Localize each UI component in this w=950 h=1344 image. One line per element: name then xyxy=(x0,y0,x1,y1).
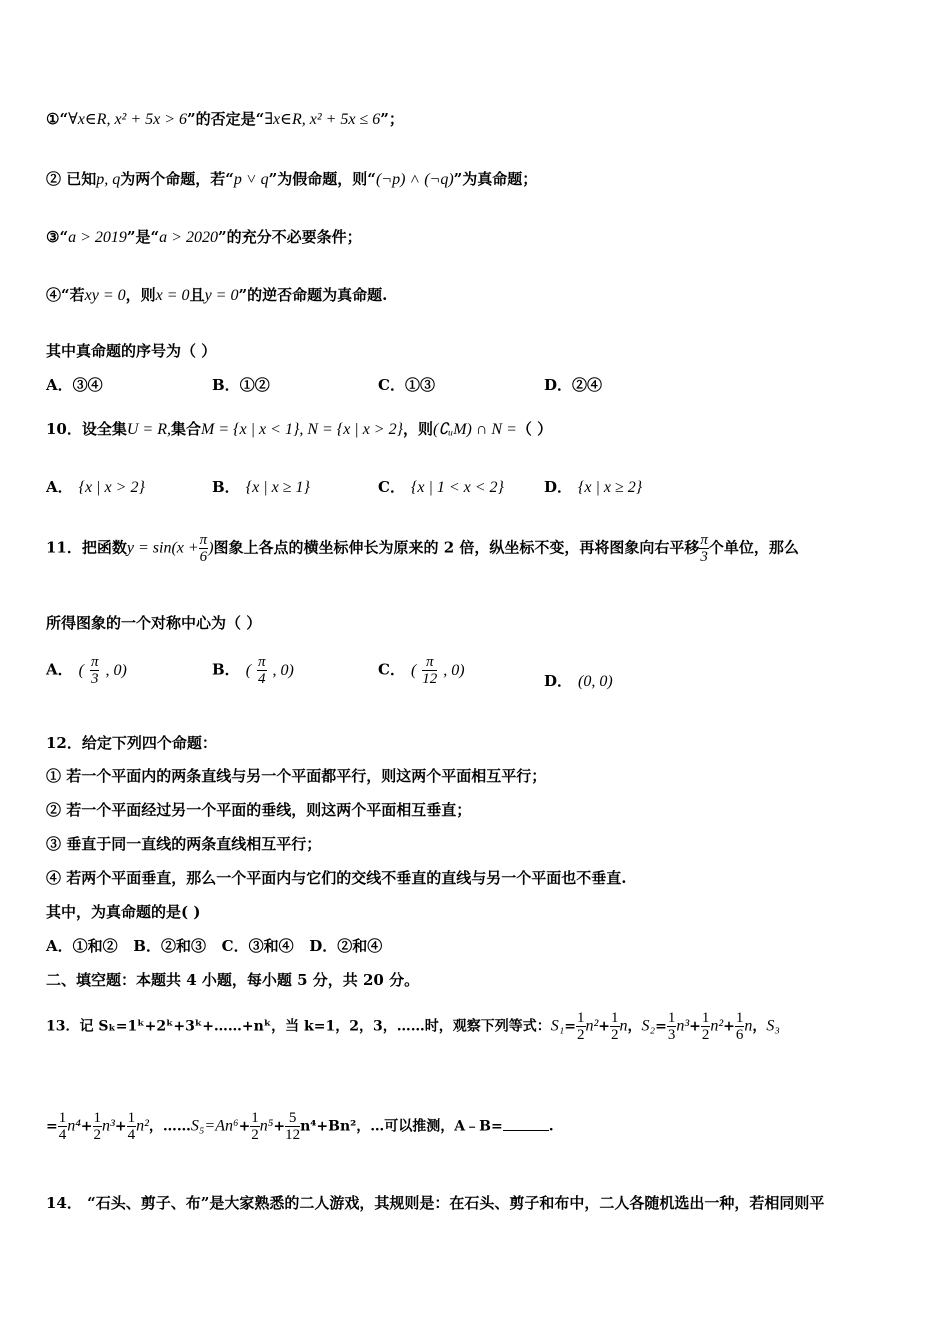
q14-stem: 14． “石头、剪子、布”是大家熟悉的二人游戏，其规则是：在石头、剪子和布中，二人各随机选出一种，若相同则平 xyxy=(46,1194,825,1212)
q12-item-3: ③ 垂直于同一直线的两条直线相互平行； xyxy=(46,835,322,853)
pi-over-3: $\frac{\pi}{3}$ xyxy=(700,532,708,565)
q12-item-1: ① 若一个平面内的两条直线与另一个平面都平行，则这两个平面相互平行； xyxy=(46,767,547,785)
q10-option-c: C． {x | 1 < x < 2} xyxy=(378,478,504,496)
q12-title: 12．给定下列四个命题： xyxy=(46,734,217,752)
q9-statement-1: ①“∀x∈R, x² + 5x > 6”的否定是“∃x∈R, x² + 5x ≤ 6”； xyxy=(46,110,404,128)
q12-options: A．①和② B．②和③ C．③和④ D．②和④ xyxy=(46,937,383,955)
q11-question: 所得图象的一个对称中心为（ ） xyxy=(46,614,262,632)
q9-statement-4: ④“若xy = 0，则x = 0且y = 0”的逆否命题为真命题. xyxy=(46,286,388,304)
q11-option-a: A． ( $\frac{\pi}{3}$ , 0) xyxy=(46,654,127,687)
q9-option-a: A．③④ xyxy=(46,376,103,394)
q9-option-d: D．②④ xyxy=(544,376,603,394)
q11-option-b: B． ( $\frac{\pi}{4}$ , 0) xyxy=(212,654,294,687)
q13-continuation: = $\frac{1}{4}$ n⁴+ $\frac{1}{2}$ n³+ $\frac{1}{4}$ n²，……S₅=An⁶+ $\frac{1}{2}$ n⁵+ $\frac{5}{12}$ n⁴+Bn²，…可以推测，A﹣B= . xyxy=(46,1110,554,1143)
q12-item-2: ② 若一个平面经过另一个平面的垂线，则这两个平面相互垂直； xyxy=(46,801,472,819)
q12-item-4: ④ 若两个平面垂直，那么一个平面内与它们的交线不垂直的直线与另一个平面也不垂直. xyxy=(46,869,627,887)
q10-option-b: B． {x | x ≥ 1} xyxy=(212,478,310,496)
q11-stem: 11．把函数y = sin(x + $\frac{\pi}{6}$ )图象上各点的横坐标伸长为原来的 2 倍，纵坐标不变，再将图象向右平移 $\frac{\pi}{3}$ 个单位，那么 xyxy=(46,532,799,565)
q9-option-c: C．①③ xyxy=(378,376,435,394)
q9-statement-2: ② 已知p, q为两个命题，若“p ˅ q”为假命题，则“(¬p) ˄ (¬q)”为真命题； xyxy=(46,170,538,188)
q9-question: 其中真命题的序号为（ ） xyxy=(46,342,217,360)
pi-over-6: $\frac{\pi}{6}$ xyxy=(199,532,208,565)
answer-blank xyxy=(503,1116,549,1131)
q10-stem: 10．设全集U = R,集合M = {x | x < 1}, N = {x | x > 2}，则(∁ᵤM) ∩ N =（ ） xyxy=(46,420,553,438)
q11-option-d: D． (0, 0) xyxy=(544,672,613,690)
q10-option-a: A． {x | x > 2} xyxy=(46,478,145,496)
q11-option-c: C． ( $\frac{\pi}{12}$ , 0) xyxy=(378,654,465,687)
q13-stem: 13．记 Sₖ=1ᵏ+2ᵏ+3ᵏ+……+nᵏ，当 k=1，2，3，……时，观察下列等式：S₁= $\frac{1}{2}$ n²+ $\frac{1}{2}$ n，S₂= $\frac{1}{3}$ n³+ $\frac{1}{2}$ n²+ $\frac{1}{6}$ n，S₃ xyxy=(46,1010,780,1043)
q9-statement-3: ③“a > 2019”是“a > 2020”的充分不必要条件； xyxy=(46,228,362,246)
q12-question: 其中，为真命题的是( ) xyxy=(46,903,201,921)
q9-option-b: B．①② xyxy=(212,376,270,394)
section-2-heading: 二、填空题：本题共 4 小题，每小题 5 分，共 20 分。 xyxy=(46,971,420,989)
q10-option-d: D． {x | x ≥ 2} xyxy=(544,478,643,496)
